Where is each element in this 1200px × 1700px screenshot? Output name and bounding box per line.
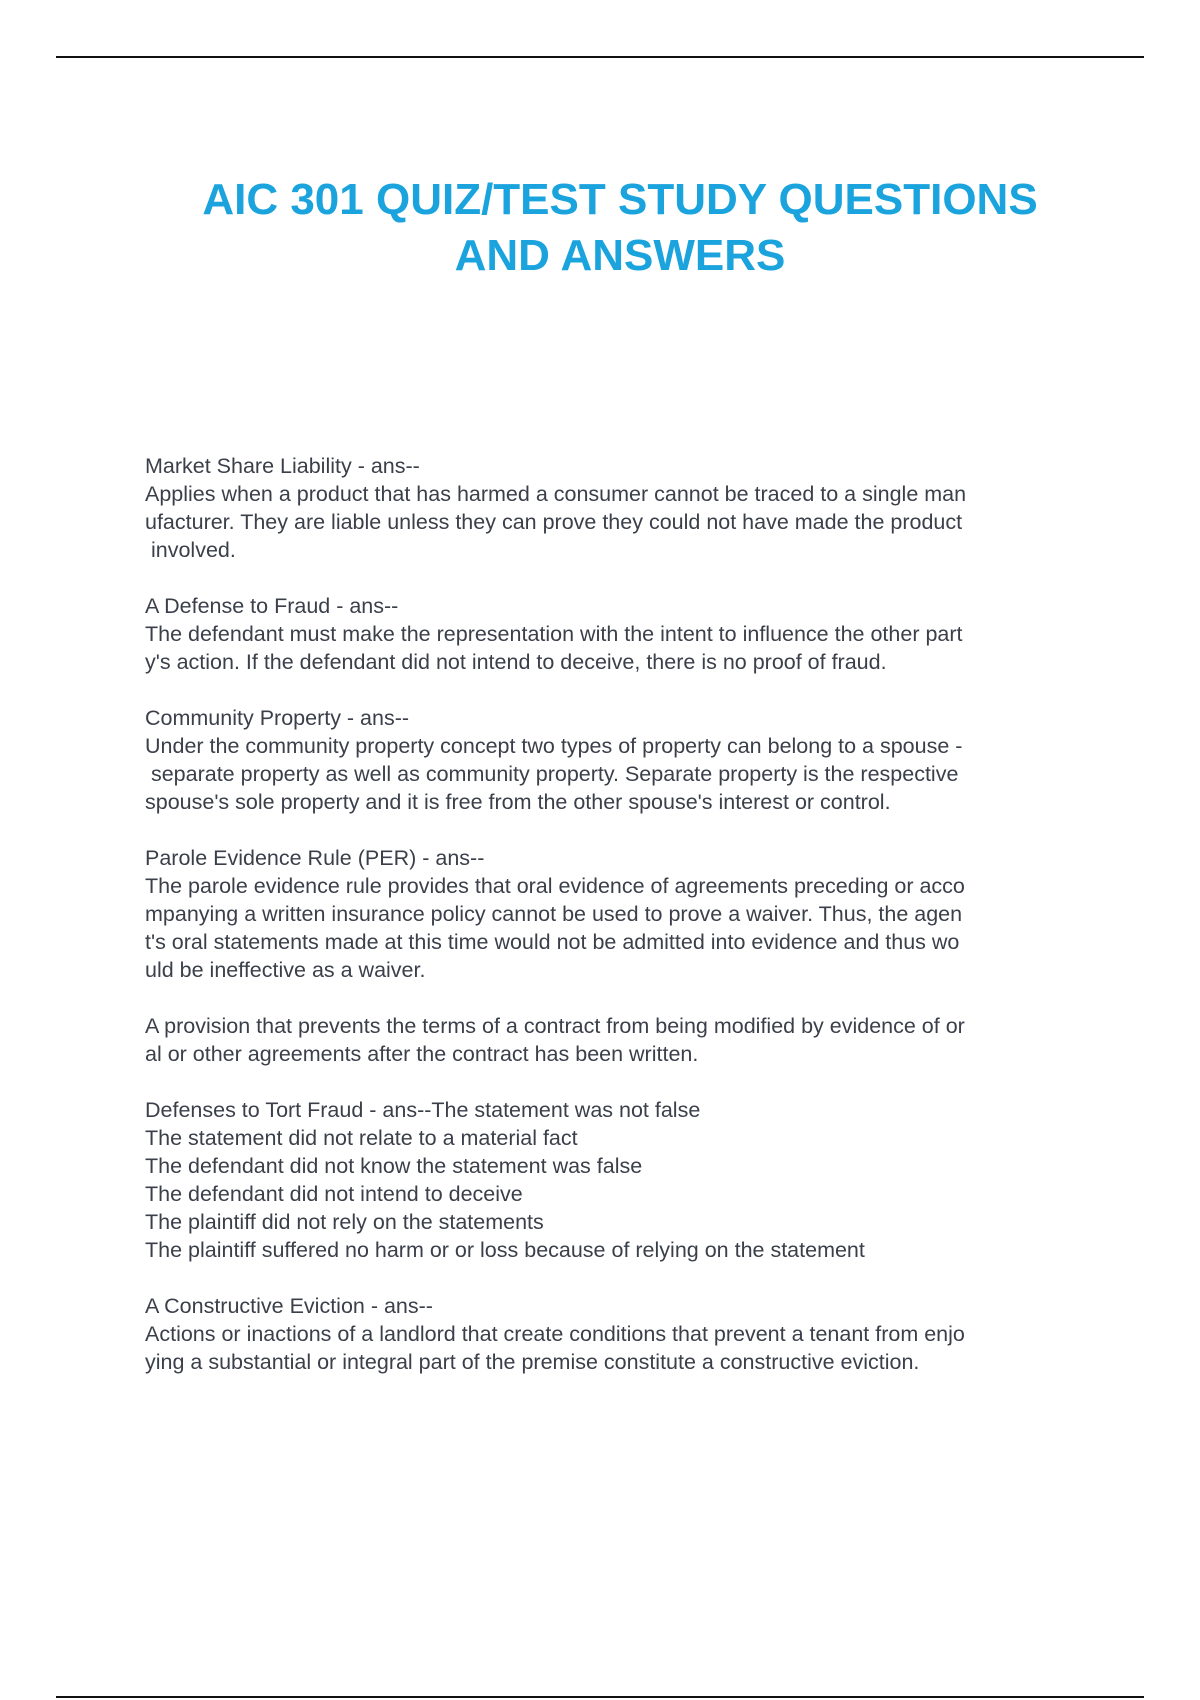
answer-line: Under the community property concept two types of property can belong to a spouse - (145, 734, 963, 758)
answer-line: al or other agreements after the contract has been written. (145, 1042, 699, 1066)
question-line: Defenses to Tort Fraud - ans--The statement was not false (145, 1098, 701, 1122)
answer-line: The defendant did not intend to deceive (145, 1182, 523, 1206)
qa-entry-defenses-to-tort-fraud (145, 1096, 1095, 1264)
top-rule (56, 56, 1144, 58)
answer-line: involved. (145, 538, 236, 562)
answer-line: The statement did not relate to a material fact (145, 1126, 578, 1150)
question-line: Parole Evidence Rule (PER) - ans-- (145, 846, 485, 870)
qa-entry-community-property (145, 704, 1095, 816)
qa-entry-parole-evidence-rule (145, 844, 1095, 984)
answer-line: y's action. If the defendant did not intend to deceive, there is no proof of fraud. (145, 650, 887, 674)
answer-line: The defendant did not know the statement was false (145, 1154, 643, 1178)
qa-entry-defense-to-fraud (145, 592, 1095, 676)
question-line: Community Property - ans-- (145, 706, 410, 730)
qa-entry-provision-note (145, 1012, 1095, 1068)
answer-line: t's oral statements made at this time would not be admitted into evidence and thus wo (145, 930, 960, 954)
question-line: A Constructive Eviction - ans-- (145, 1294, 433, 1318)
answer-line: spouse's sole property and it is free from the other spouse's interest or control. (145, 790, 891, 814)
answer-line: A provision that prevents the terms of a contract from being modified by evidence of or (145, 1014, 965, 1038)
question-line: A Defense to Fraud - ans-- (145, 594, 399, 618)
answer-line: ufacturer. They are liable unless they can prove they could not have made the product (145, 510, 963, 534)
title-line: AND ANSWERS (454, 231, 786, 280)
qa-entry-market-share-liability (145, 452, 1095, 564)
answer-line: The plaintiff did not rely on the statements (145, 1210, 544, 1234)
answer-line: mpanying a written insurance policy cannot be used to prove a waiver. Thus, the agen (145, 902, 963, 926)
qa-list (145, 452, 1095, 1404)
answer-line: ying a substantial or integral part of the premise constitute a constructive eviction. (145, 1350, 920, 1374)
qa-entry-constructive-eviction (145, 1292, 1095, 1376)
bottom-rule (56, 1696, 1144, 1698)
title-line: AIC 301 QUIZ/TEST STUDY QUESTIONS (202, 175, 1038, 224)
answer-line: separate property as well as community property. Separate property is the respective (145, 762, 959, 786)
answer-line: The defendant must make the representation with the intent to influence the other part (145, 622, 963, 646)
answer-line: Actions or inactions of a landlord that create conditions that prevent a tenant from enjo (145, 1322, 965, 1346)
answer-line: The plaintiff suffered no harm or or loss because of relying on the statement (145, 1238, 865, 1262)
answer-line: uld be ineffective as a waiver. (145, 958, 426, 982)
page-title (100, 172, 1140, 284)
question-line: Market Share Liability - ans-- (145, 454, 420, 478)
answer-line: The parole evidence rule provides that oral evidence of agreements preceding or acco (145, 874, 965, 898)
answer-line: Applies when a product that has harmed a consumer cannot be traced to a single man (145, 482, 967, 506)
